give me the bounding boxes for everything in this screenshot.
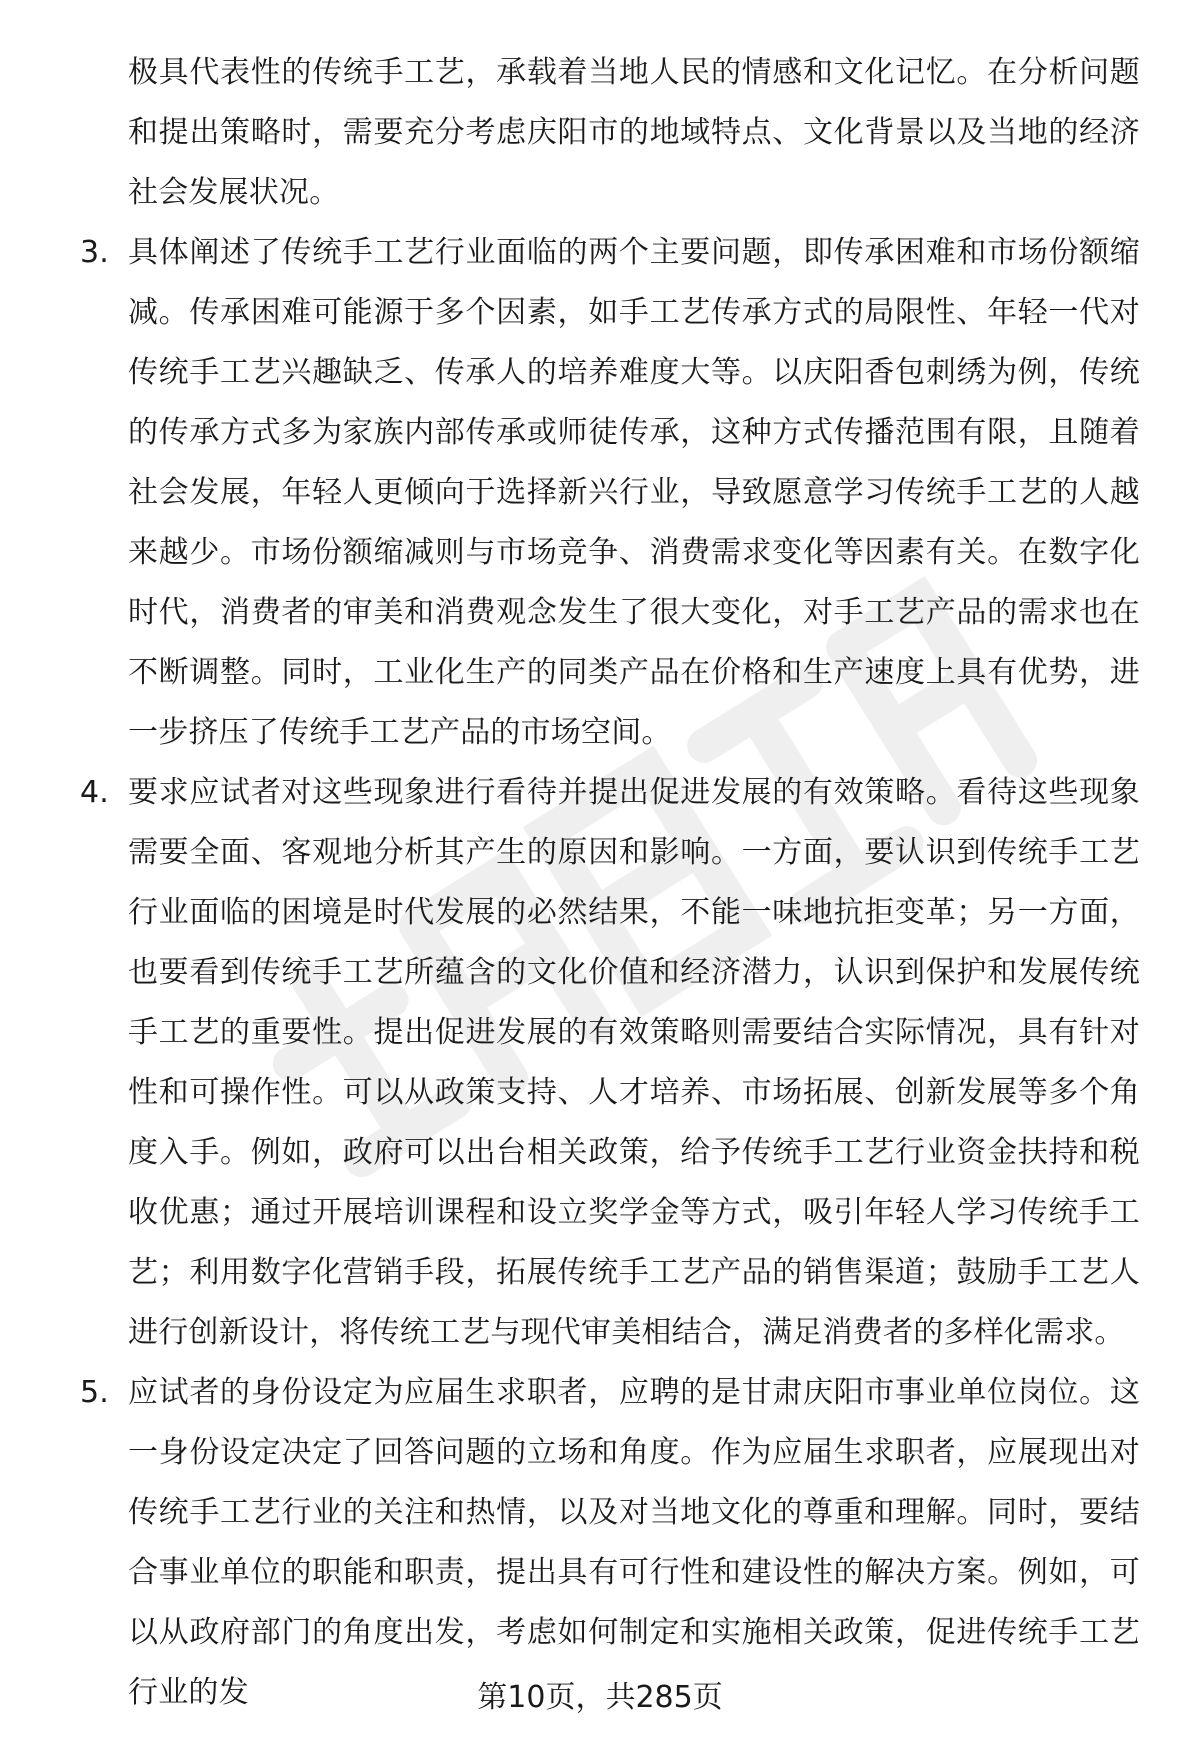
paragraph-text: 极具代表性的传统手工艺，承载着当地人民的情感和文化记忆。在分析问题和提出策略时，需要充分考虑庆阳市的地域特点、文化背景以及当地的经济社会发展状况。 bbox=[128, 55, 1140, 210]
paragraph-text: 具体阐述了传统手工艺行业面临的两个主要问题，即传承困难和市场份额缩减。传承困难可能源于多个因素，如手工艺传承方式的局限性、年轻一代对传统手工艺兴趣缺乏、传承人的培养难度大等。以庆阳香包刺绣为例，传统的传承方式多为家族内部传承或师徒传承，这种方式传播范围有限，且随着社会发展，年轻人更倾向于选择新兴行业，导致愿意学习传统手工艺的人越来越少。市场份额缩减则与市场竞争、消费需求变化等因素有关。在数字化时代，消费者的审美和消费观念发生了很大变化，对手工艺产品的需求也在不断调整。同时，工业化生产的同类产品在价格和生产速度上具有优势，进一步挤压了传统手工艺产品的市场空间。 bbox=[128, 235, 1140, 750]
list-number: 4. bbox=[80, 775, 110, 810]
paragraph-text: 要求应试者对这些现象进行看待并提出促进发展的有效策略。看待这些现象需要全面、客观地分析其产生的原因和影响。一方面，要认识到传统手工艺行业面临的困境是时代发展的必然结果，不能一味地抗拒变革；另一方面，也要看到传统手工艺所蕴含的文化价值和经济潜力，认识到保护和发展传统手工艺的重要性。提出促进发展的有效策略则需要结合实际情况，具有针对性和可操作性。可以从政策支持、人才培养、市场拓展、创新发展等多个角度入手。例如，政府可以出台相关政策，给予传统手工艺行业资金扶持和税收优惠；通过开展培训课程和设立奖学金等方式，吸引年轻人学习传统手工艺；利用数字化营销手段，拓展传统手工艺产品的销售渠道；鼓励手工艺人进行创新设计，将传统工艺与现代审美相结合，满足消费者的多样化需求。 bbox=[128, 775, 1140, 1350]
list-number: 3. bbox=[80, 235, 110, 270]
document-body bbox=[80, 0, 1140, 1723]
paragraph-text: 应试者的身份设定为应届生求职者，应聘的是甘肃庆阳市事业单位岗位。这一身份设定决定了回答问题的立场和角度。作为应届生求职者，应展现出对传统手工艺行业的关注和热情，以及对当地文化的尊重和理解。同时，要结合事业单位的职能和职责，提出具有可行性和建设性的解决方案。例如，可以从政府部门的角度出发，考虑如何制定和实施相关政策，促进传统手工艺行业的发 bbox=[128, 1375, 1140, 1710]
page-number: 第10页，共285页 bbox=[477, 1680, 723, 1715]
list-item-4 bbox=[80, 763, 1140, 1363]
list-item-3 bbox=[80, 223, 1140, 763]
list-item-5 bbox=[80, 1363, 1140, 1723]
list-number: 5. bbox=[80, 1375, 110, 1410]
paragraph-continued bbox=[80, 0, 1140, 223]
